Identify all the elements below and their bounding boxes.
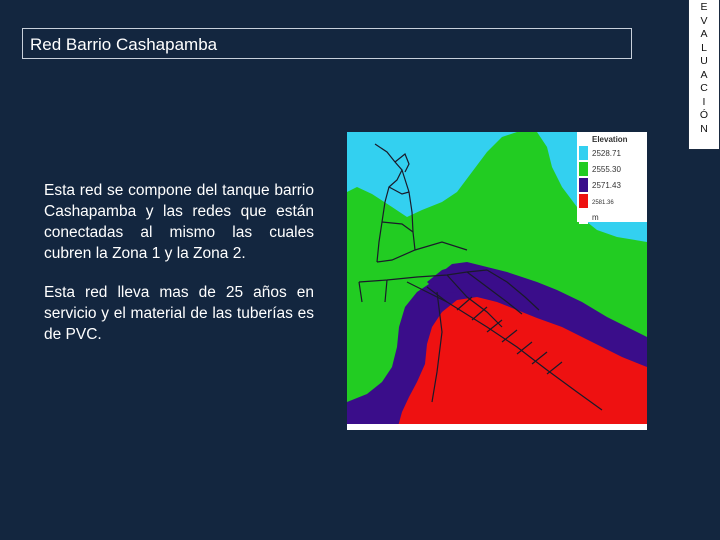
evaluacion-side-tab	[688, 0, 720, 150]
side-label-letter: U	[700, 55, 708, 67]
legend-label: m	[592, 213, 599, 222]
side-label-letter: N	[700, 122, 708, 135]
side-label-letter: A	[700, 28, 708, 40]
paragraph-network-age-material: Esta red lleva mas de 25 años en servicio y el material de las tuberías es de PVC.	[44, 284, 314, 343]
legend-label: 2528.71	[592, 149, 621, 158]
legend-label: 2581.36	[592, 200, 614, 206]
elevation-map	[347, 132, 647, 430]
legend-swatch	[579, 146, 588, 160]
legend-label: 2555.30	[592, 165, 621, 174]
slide-title: Red Barrio Cashapamba	[22, 28, 632, 59]
side-label-letter: I	[702, 95, 706, 108]
side-label-letter: A	[700, 68, 708, 81]
side-label-letter: V	[700, 14, 708, 27]
legend-title: Elevation	[592, 135, 628, 144]
legend-swatch	[579, 194, 588, 208]
map-border-bottom	[347, 424, 647, 430]
paragraph-network-composition: Esta red se compone del tanque barrio Cashapamba y las redes que están conectadas al mismo las cuales cubren la Zona 1 y la Zona 2.	[44, 182, 314, 262]
side-label-letter: C	[700, 82, 708, 94]
side-label-letter: L	[701, 41, 707, 54]
legend-label: 2571.43	[592, 181, 621, 190]
legend-swatch	[579, 178, 588, 192]
side-label-letter: E	[700, 1, 708, 13]
legend-swatch	[579, 162, 588, 176]
legend-swatch	[579, 210, 588, 224]
description-text	[44, 180, 314, 363]
side-label-letter: Ó	[699, 109, 709, 121]
map-legend	[577, 132, 647, 224]
